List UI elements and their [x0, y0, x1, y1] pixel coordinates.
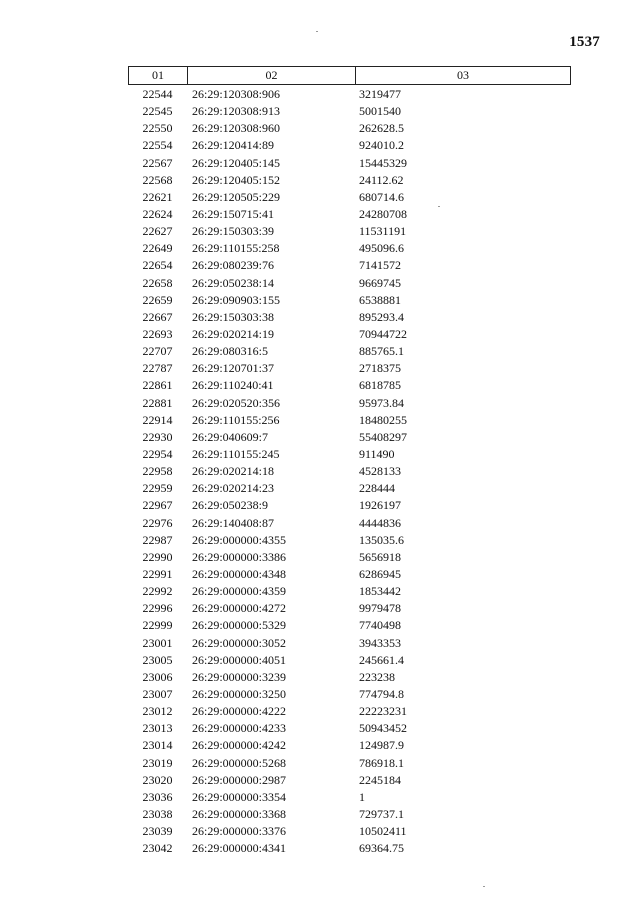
- cadastral-number-cell: 26:29:120308:913: [192, 104, 281, 119]
- cadastral-number-cell: 26:29:000000:3386: [192, 549, 287, 564]
- cadastral-number-cell: 26:29:020214:23: [192, 481, 275, 496]
- cadastral-number-cell: 26:29:050238:9: [192, 498, 269, 513]
- value-cell: 911490: [359, 447, 395, 462]
- cadastral-number-cell: 26:29:110155:258: [192, 241, 280, 256]
- cadastral-number-cell: 26:29:000000:5268: [192, 755, 287, 770]
- row-id-cell: 22999: [142, 618, 173, 633]
- table-row: [128, 206, 571, 223]
- row-id-cell: 23036: [142, 789, 173, 804]
- cadastral-number-cell: 26:29:000000:4051: [192, 652, 287, 667]
- cadastral-number-cell: 26:29:000000:2987: [192, 772, 287, 787]
- row-id-cell: 22693: [142, 327, 173, 342]
- value-cell: 95973.84: [359, 395, 404, 410]
- value-cell: 228444: [359, 481, 395, 496]
- row-id-cell: 22954: [142, 447, 173, 462]
- table-row: [128, 840, 571, 857]
- table-row: [128, 754, 571, 771]
- value-cell: 786918.1: [359, 755, 404, 770]
- row-id-cell: 22550: [142, 121, 173, 136]
- table-row: [128, 309, 571, 326]
- table-row: [128, 172, 571, 189]
- row-id-cell: 23038: [142, 806, 173, 821]
- row-id-cell: 22976: [142, 515, 173, 530]
- table-row: [128, 772, 571, 789]
- cadastral-number-cell: 26:29:000000:3250: [192, 686, 287, 701]
- cadastral-number-cell: 26:29:120308:960: [192, 121, 281, 136]
- table-row: [128, 360, 571, 377]
- row-id-cell: 22787: [142, 361, 173, 376]
- cadastral-number-cell: 26:29:000000:4242: [192, 738, 287, 753]
- cadastral-number-cell: 26:29:000000:3354: [192, 789, 287, 804]
- table-row: [128, 86, 571, 103]
- value-cell: 24280708: [359, 207, 407, 222]
- cadastral-number-cell: 26:29:150303:38: [192, 309, 275, 324]
- table-row: [128, 446, 571, 463]
- scan-speck: [483, 886, 485, 887]
- value-cell: 2718375: [359, 361, 401, 376]
- cadastral-number-cell: 26:29:110155:245: [192, 447, 280, 462]
- value-cell: 495096.6: [359, 241, 404, 256]
- value-cell: 1926197: [359, 498, 401, 513]
- row-id-cell: 22667: [142, 309, 173, 324]
- value-cell: 9979478: [359, 601, 401, 616]
- table-row: [128, 652, 571, 669]
- table-row: [128, 395, 571, 412]
- table-header: [128, 66, 571, 85]
- row-id-cell: 22621: [142, 189, 173, 204]
- row-id-cell: 22861: [142, 378, 173, 393]
- value-cell: 50943452: [359, 721, 407, 736]
- value-cell: 262628.5: [359, 121, 404, 136]
- value-cell: 924010.2: [359, 138, 404, 153]
- table-row: [128, 120, 571, 137]
- cadastral-number-cell: 26:29:110155:256: [192, 412, 280, 427]
- row-id-cell: 23042: [142, 841, 173, 856]
- table-row: [128, 720, 571, 737]
- value-cell: 1853442: [359, 584, 401, 599]
- value-cell: 4444836: [359, 515, 401, 530]
- value-cell: 223238: [359, 669, 395, 684]
- table-row: [128, 635, 571, 652]
- table-row: [128, 429, 571, 446]
- value-cell: 18480255: [359, 412, 407, 427]
- table-row: [128, 566, 571, 583]
- table-row: [128, 326, 571, 343]
- row-id-cell: 23013: [142, 721, 173, 736]
- cadastral-number-cell: 26:29:000000:3376: [192, 824, 287, 839]
- table-row: [128, 480, 571, 497]
- value-cell: 135035.6: [359, 532, 404, 547]
- row-id-cell: 22958: [142, 464, 173, 479]
- value-cell: 7740498: [359, 618, 401, 633]
- value-cell: 895293.4: [359, 309, 404, 324]
- table-row: [128, 737, 571, 754]
- header-col-03: 03: [457, 68, 469, 82]
- cadastral-number-cell: 26:29:080316:5: [192, 344, 269, 359]
- row-id-cell: 22990: [142, 549, 173, 564]
- scan-speck: [438, 206, 440, 207]
- table-row: [128, 292, 571, 309]
- cadastral-number-cell: 26:29:110240:41: [192, 378, 274, 393]
- value-cell: 885765.1: [359, 344, 404, 359]
- row-id-cell: 22649: [142, 241, 173, 256]
- table-row: [128, 532, 571, 549]
- row-id-cell: 23005: [142, 652, 173, 667]
- cadastral-number-cell: 26:29:000000:4222: [192, 704, 287, 719]
- cadastral-number-cell: 26:29:020214:19: [192, 327, 275, 342]
- value-cell: 3943353: [359, 635, 401, 650]
- table-row: [128, 412, 571, 429]
- value-cell: 10502411: [359, 824, 407, 839]
- row-id-cell: 22654: [142, 258, 173, 273]
- value-cell: 70944722: [359, 327, 407, 342]
- row-id-cell: 22967: [142, 498, 173, 513]
- table-row: [128, 240, 571, 257]
- header-col-02: 02: [188, 67, 356, 84]
- cadastral-number-cell: 26:29:000000:3052: [192, 635, 287, 650]
- table-row: [128, 137, 571, 154]
- table-row: [128, 669, 571, 686]
- value-cell: 9669745: [359, 275, 401, 290]
- value-cell: 5001540: [359, 104, 401, 119]
- row-id-cell: 23014: [142, 738, 173, 753]
- row-id-cell: 23039: [142, 824, 173, 839]
- table-row: [128, 223, 571, 240]
- row-id-cell: 23012: [142, 704, 173, 719]
- row-id-cell: 22959: [142, 481, 173, 496]
- cadastral-number-cell: 26:29:000000:3239: [192, 669, 287, 684]
- row-id-cell: 23019: [142, 755, 173, 770]
- row-id-cell: 22881: [142, 395, 173, 410]
- cadastral-number-cell: 26:29:120414:89: [192, 138, 275, 153]
- cadastral-number-cell: 26:29:000000:4272: [192, 601, 287, 616]
- row-id-cell: 22545: [142, 104, 173, 119]
- table-row: [128, 103, 571, 120]
- row-id-cell: 22658: [142, 275, 173, 290]
- row-id-cell: 22707: [142, 344, 173, 359]
- table-row: [128, 583, 571, 600]
- row-id-cell: 22991: [142, 567, 173, 581]
- value-cell: 124987.9: [359, 738, 404, 753]
- row-id-cell: 22996: [142, 601, 173, 616]
- table-row: [128, 789, 571, 806]
- table-row: [128, 155, 571, 172]
- table-row: [128, 189, 571, 206]
- row-id-cell: 22987: [142, 532, 173, 547]
- cadastral-number-cell: 26:29:000000:3368: [192, 806, 287, 821]
- cadastral-number-cell: 26:29:120505:229: [192, 189, 281, 204]
- value-cell: 5656918: [359, 549, 401, 564]
- value-cell: 6538881: [359, 292, 401, 307]
- row-id-cell: 23001: [142, 635, 173, 650]
- table-row: [128, 257, 571, 274]
- cadastral-number-cell: 26:29:120308:906: [192, 87, 281, 102]
- value-cell: 729737.1: [359, 806, 404, 821]
- cadastral-number-cell: 26:29:000000:4348: [192, 567, 287, 581]
- value-cell: 1: [359, 789, 365, 804]
- table-row: [128, 275, 571, 292]
- value-cell: 4528133: [359, 464, 401, 479]
- cadastral-number-cell: 26:29:120701:37: [192, 361, 275, 376]
- row-id-cell: 22992: [142, 584, 173, 599]
- cadastral-number-cell: 26:29:050238:14: [192, 275, 275, 290]
- value-cell: 7141572: [359, 258, 401, 273]
- row-id-cell: 22544: [142, 87, 173, 102]
- row-id-cell: 22567: [142, 155, 173, 170]
- cadastral-number-cell: 26:29:000000:4233: [192, 721, 287, 736]
- table-row: [128, 823, 571, 840]
- table-row: [128, 515, 571, 532]
- cadastral-number-cell: 26:29:020214:18: [192, 464, 275, 479]
- table-row: [128, 600, 571, 617]
- value-cell: 2245184: [359, 772, 401, 787]
- value-cell: 774794.8: [359, 686, 404, 701]
- cadastral-number-cell: 26:29:150303:39: [192, 224, 275, 239]
- cadastral-number-cell: 26:29:000000:4355: [192, 532, 287, 547]
- cadastral-number-cell: 26:29:020520:356: [192, 395, 281, 410]
- cadastral-number-cell: 26:29:150715:41: [192, 207, 275, 222]
- value-cell: 69364.75: [359, 841, 404, 856]
- row-id-cell: 22930: [142, 429, 173, 444]
- table-row: [128, 549, 571, 566]
- cadastral-number-cell: 26:29:120405:152: [192, 172, 281, 187]
- cadastral-number-cell: 26:29:000000:4359: [192, 584, 287, 599]
- table-row: [128, 806, 571, 823]
- scan-speck: [316, 31, 318, 32]
- row-id-cell: 22568: [142, 172, 173, 187]
- row-id-cell: 22627: [142, 224, 173, 239]
- table-row: [128, 343, 571, 360]
- value-cell: 6818785: [359, 378, 401, 393]
- table-row: [128, 686, 571, 703]
- row-id-cell: 23006: [142, 669, 173, 684]
- cadastral-number-cell: 26:29:000000:4341: [192, 841, 287, 856]
- value-cell: 22223231: [359, 704, 407, 719]
- table-row: [128, 703, 571, 720]
- value-cell: 11531191: [359, 224, 407, 239]
- cadastral-number-cell: 26:29:140408:87: [192, 515, 275, 530]
- cadastral-number-cell: 26:29:090903:155: [192, 292, 281, 307]
- table-row: [128, 377, 571, 394]
- value-cell: 55408297: [359, 429, 407, 444]
- table-row: [128, 497, 571, 514]
- cadastral-number-cell: 26:29:000000:5329: [192, 618, 287, 633]
- value-cell: 245661.4: [359, 652, 404, 667]
- value-cell: 15445329: [359, 155, 407, 170]
- value-cell: 6286945: [359, 567, 401, 581]
- header-col-01: 01: [129, 67, 188, 84]
- row-id-cell: 23020: [142, 772, 173, 787]
- row-id-cell: 22659: [142, 292, 173, 307]
- value-cell: 24112.62: [359, 172, 404, 187]
- row-id-cell: 22554: [142, 138, 173, 153]
- cadastral-number-cell: 26:29:040609:7: [192, 429, 269, 444]
- row-id-cell: 22624: [142, 207, 173, 222]
- cadastral-number-cell: 26:29:080239:76: [192, 258, 275, 273]
- table-row: [128, 617, 571, 634]
- cadastral-number-cell: 26:29:120405:145: [192, 155, 281, 170]
- page-number: 1537: [569, 34, 600, 50]
- table-body: [128, 86, 571, 857]
- table-row: [128, 463, 571, 480]
- value-cell: 680714.6: [359, 189, 404, 204]
- value-cell: 3219477: [359, 87, 401, 102]
- row-id-cell: 22914: [142, 412, 173, 427]
- row-id-cell: 23007: [142, 686, 173, 701]
